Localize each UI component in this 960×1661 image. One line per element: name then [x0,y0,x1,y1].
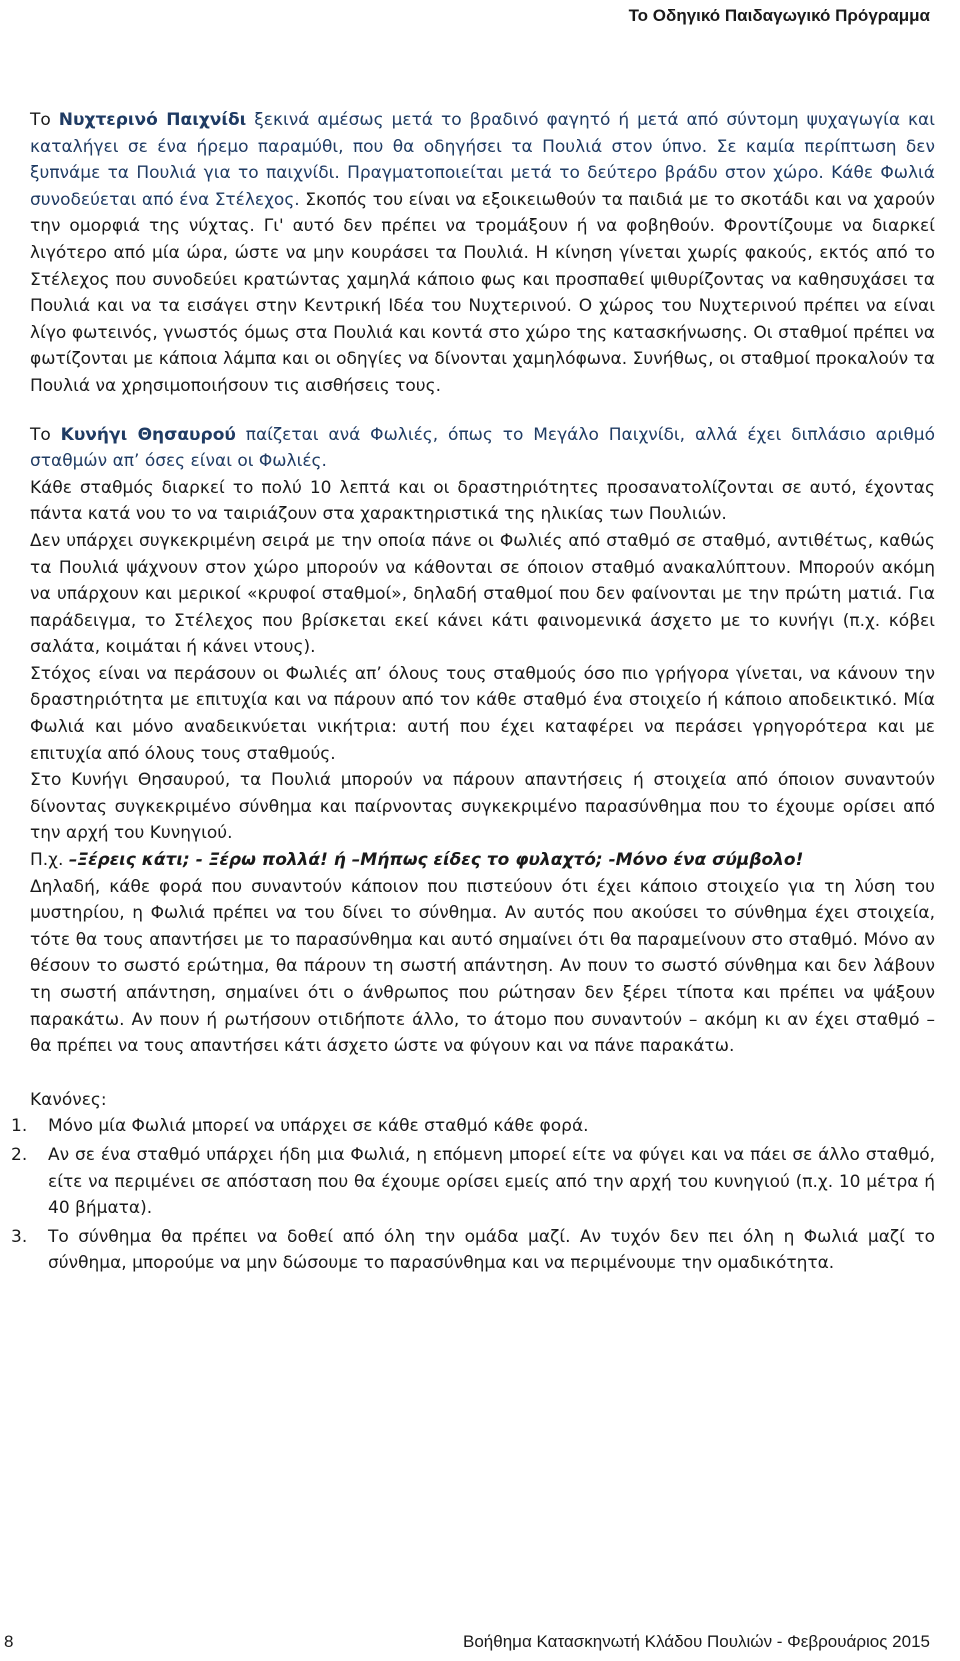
treasure-hunt-paragraph-3: Δεν υπάρχει συγκεκριμένη σειρά με την οποία πάνε οι Φωλιές από σταθμό σε σταθμό, αντιθέτως, καθώς τα Πουλιά ψάχνουν στον χώρο μπορούν να κάθονται σε όποιον σταθμό ανακαλύπτουν. Μπορούν ακόμη να υπάρχουν και μερικοί «κρυφοί σταθμοί», δηλαδή σταθμοί που δεν φαίνονται με την πρώτη ματιά. Για παράδειγμα, το Στέλεχος που βρίσκεται εκεί κάνει κάτι φαινομενικά άσχετο με το κυνήγι (π.χ. κόβει σαλάτα, κοιμάται ή κάνει ντους). [30,530,935,658]
rule-text: Μόνο μία Φωλιά μπορεί να υπάρχει σε κάθε σταθμό κάθε φορά. [48,1116,589,1137]
treasure-hunt-term: Κυνήγι Θησαυρού [60,424,236,445]
treasure-hunt-paragraph-4: Στόχος είναι να περάσουν οι Φωλιές απ’ όλους τους σταθμούς όσο πιο γρήγορα γίνεται, να κάνουν την δραστηριότητα με επιτυχία και να πάρουν από τον κάθε σταθμό ένα στοιχείο ή κάποιο αποδεικτικό. Μία Φωλιά και μόνο αναδεικνύεται νικήτρια: αυτή που έχει καταφέρει να περάσει γρηγορότερα και με επιτυχία από όλους τους σταθμούς. [30,663,935,764]
night-game-paragraph [30,107,935,400]
rules-title: Κανόνες: [30,1089,107,1110]
rules-list [11,1113,935,1277]
page-header-title: Το Οδηγικό Παιδαγωγικό Πρόγραμμα [628,6,930,25]
rule-text: Το σύνθημα θα πρέπει να δοθεί από όλη την ομάδα μαζί. Αν τυχόν δεν πει όλη η Φωλιά μαζί το σύνθημα, μπορούμε να μην δώσουμε το παρασύνθημα και να περιμένουμε την ομαδικότητα. [48,1226,935,1274]
rule-number: 1. [11,1116,28,1137]
treasure-hunt-intro-text: παίζεται ανά Φωλιές, όπως το Μεγάλο Παιχνίδι, αλλά έχει διπλάσιο αριθμό σταθμών απ’ όσες είναι οι Φωλιές. [30,424,935,472]
night-game-text-1: ξεκινά αμέσως μετά το βραδινό φαγητό ή μετά από σύντομη ψυχαγωγία και καταλήγει σε ένα ήρεμο παραμύθι, που θα οδηγήσει τα Πουλιά στον ύπνο. Σε καμία περίπτωση δεν ξυπνάμε τα Πουλιά για το παιχνίδι. Πραγματοποιείται μετά το δεύτερο βράδυ στον χώρο. Κάθε Φωλιά συνοδεύεται από ένα Στέλεχος. [30,110,935,210]
night-game-prefix: Το [30,110,59,130]
treasure-hunt-paragraph-5: Στο Κυνήγι Θησαυρού, τα Πουλιά μπορούν να πάρουν απαντήσεις ή στοιχεία από όποιον συναντούν δίνοντας συγκεκριμένο σύνθημα και παίρνοντας συγκεκριμένο παρασύνθημα που το έχουμε ορίσει από την αρχή του Κυνηγιού. [30,770,935,844]
page-number: 8 [4,1632,14,1651]
example-prefix: Π.χ. [30,850,69,871]
rule-item [11,1142,935,1222]
rule-number: 2. [11,1144,28,1165]
treasure-hunt-example [30,847,935,874]
document-body [11,107,935,1277]
footer-document-title: Βοήθημα Κατασκηνωτή Κλάδου Πουλιών - Φεβρουάριος 2015 [463,1632,930,1651]
rule-text: Αν σε ένα σταθμό υπάρχει ήδη μια Φωλιά, η επόμενη μπορεί είτε να φύγει και να πάει σε άλλο σταθμό, είτε να περιμένει σε απόσταση που θα έχουμε ορίσει εμείς από την αρχή του κυνηγιού (π.χ. 10 μέτρα ή 40 βήματα). [48,1144,935,1219]
treasure-hunt-paragraph-7: Δηλαδή, κάθε φορά που συναντούν κάποιον που πιστεύουν ότι έχει κάποιο στοιχείο για τη λύση του μυστηρίου, η Φωλιά πρέπει να του δίνει το σύνθημα. Αν αυτός που ακούσει το σύνθημα έχει στοιχεία, τότε θα τους απαντήσει με το παρασύνθημα και αυτό σημαίνει ότι θα παραμείνουν στο σταθμό. Μόνο αν θέσουν το σωστό ερώτημα, θα πάρουν τη σωστή απάντηση. Αν πουν το σωστό σύνθημα και δεν λάβουν τη σωστή απάντηση, σημαίνει ότι ο άνθρωπος που ρώτησαν δεν ξέρει τίποτα και πρέπει να ψάξουν παρακάτω. Αν πουν ή ρωτήσουν οτιδήποτε άλλο, το άτομο που συναντούν – ακόμη κι αν έχει σταθμό – θα πρέπει να τους απαντήσει κάτι άσχετο ώστε να φύγουν και να πάνε παρακάτω. [30,876,935,1057]
rule-number: 3. [11,1226,28,1247]
night-game-text-2: Σκοπός του είναι να εξοικειωθούν τα παιδιά με το σκοτάδι και να χαρούν την ομορφιά της νύχτας. Γι' αυτό δεν πρέπει να τρομάξουν ή να φοβηθούν. Φροντίζουμε να διαρκεί λιγότερο από μία ώρα, ώστε να μην κουράσει τα Πουλιά. Η κίνηση γίνεται χωρίς φακούς, εκτός από το Στέλεχος που συνοδεύει κρατώντας χαμηλά κάποιο φως και προσπαθεί ψιθυρίζοντας να καθησυχάσει τα Πουλιά και να τα εισάγει στην Κεντρική Ιδέα του Νυχτερινού. Ο χώρος του Νυχτερινού πρέπει να είναι λίγο φωτεινός, γνωστός όμως στα Πουλιά και κοντά στο χώρο της κατασκήνωσης. Οι σταθμοί πρέπει να φωτίζονται με κάποια λάμπα και οι οδηγίες να δίνονται χαμηλόφωνα. Συνήθως, οι σταθμοί προκαλούν τα Πουλιά να χρησιμοποιήσουν τις αισθήσεις τους. [30,189,935,396]
example-passwords: –Ξέρεις κάτι; - Ξέρω πολλά! ή –Μήπως είδες το φυλαχτό; -Μόνο ένα σύμβολο! [68,850,804,871]
night-game-term: Νυχτερινό Παιχνίδι [58,110,247,130]
rule-item [11,1113,935,1140]
rule-item [11,1224,935,1277]
treasure-hunt-intro [30,422,935,475]
treasure-hunt-prefix: Το [30,424,61,445]
treasure-hunt-paragraph-2: Κάθε σταθμός διαρκεί το πολύ 10 λεπτά και οι δραστηριότητες προσανατολίζονται σε αυτό, έχοντας πάντα κατά νου το να ταιριάζουν στα χαρακτηριστικά της ηλικίας των Πουλιών. [30,477,935,525]
